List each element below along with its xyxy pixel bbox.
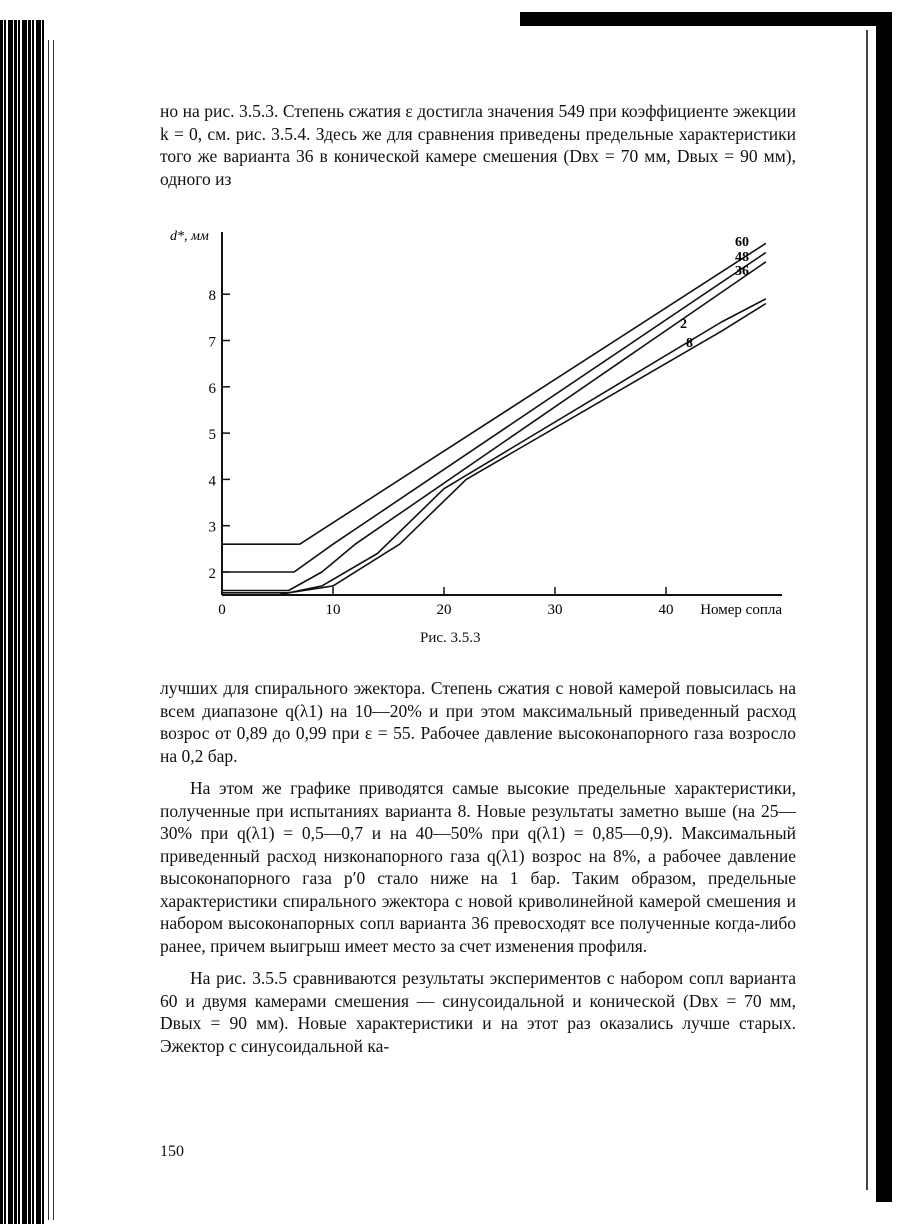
x-tick-label: 40 [658, 602, 674, 618]
page-number: 150 [160, 1143, 184, 1160]
series-line-60 [222, 243, 766, 544]
series-line-8 [222, 304, 766, 593]
series-label-48: 48 [735, 250, 749, 265]
x-tick-label: 20 [436, 602, 452, 618]
paragraph-bottom-1: лучших для спирального эжектора. Степень сжатия с новой камерой повысилась на всем диапазоне q(λ1) на 10—20% и при этом максимальный приведенный расход возрос от 0,89 до 0,99 при ε = 55. Рабочее давление высоконапорного газа возросло на 0,2 бар. [160, 678, 796, 766]
y-tick-label: 8 [208, 288, 216, 305]
x-tick-label: 30 [547, 602, 563, 618]
text-block-top [160, 100, 796, 190]
paragraph-bottom-2: На этом же графике приводятся самые высокие предельные характеристики, полученные при испытаниях варианта 8. Новые результаты заметно выше (на 25—30% при q(λ1) = 0,5—0,7 и на 40—50% при q(λ1) = 0,85—0,9). Максимальный приведенный расход низконапорного газа q(λ1) возрос на 8%, а рабочее давление высоконапорного газа p′0 стало ниже на 1 бар. Таким образом, предельные характеристики спирального эжектора с новой криволинейной камерой смешения и набором высоконапорных сопл варианта 36 превосходят все полученные когда-либо ранее, причем выигрыш имеет место за счет изменения профиля. [160, 778, 796, 956]
series-label-60: 60 [735, 235, 749, 250]
series-line-2 [222, 299, 766, 595]
x-tick-label: 0 [218, 602, 226, 618]
series-line-48 [222, 253, 766, 573]
y-tick-label: 5 [208, 427, 216, 444]
y-tick-label: 6 [208, 380, 216, 397]
scan-edge-right [876, 12, 892, 1202]
series-label-36: 36 [735, 264, 749, 279]
figure-caption: Рис. 3.5.3 [420, 630, 481, 646]
y-tick-label: 4 [208, 473, 216, 490]
y-axis-label: d*, мм [170, 229, 209, 244]
y-tick-label: 7 [208, 334, 216, 351]
y-tick-label: 2 [208, 566, 216, 582]
x-tick-label: 10 [325, 602, 341, 618]
paragraph-top-1: но на рис. 3.5.3. Степень сжатия ε достигла значения 549 при коэффициенте эжекции k = 0, см. рис. 3.5.4. Здесь же для сравнения приведены предельные характеристики того же варианта 36 в конической камере смешения (Dвх = 70 мм, Dвых = 90 мм), одного из [160, 101, 796, 189]
series-label-2: 2 [680, 317, 687, 332]
y-tick-label: 3 [208, 519, 216, 536]
scan-edge-left-inner [44, 40, 66, 1220]
x-axis-label: Номер сопла [700, 602, 782, 618]
scan-edge-left [0, 20, 44, 1224]
scan-edge-top [520, 12, 892, 26]
series-label-8: 8 [686, 336, 693, 351]
series-line-36 [222, 262, 766, 591]
text-block-bottom [160, 677, 796, 1057]
scan-edge-right-hair [866, 30, 868, 1190]
paragraph-bottom-3: На рис. 3.5.5 сравниваются результаты экспериментов с набором сопл варианта 60 и двумя камерами смешения — синусоидальной и конической (Dвх = 70 мм, Dвых = 90 мм). Новые характеристики и на этот раз оказались лучше старых. Эжектор с синусоидальной ка- [160, 968, 796, 1056]
